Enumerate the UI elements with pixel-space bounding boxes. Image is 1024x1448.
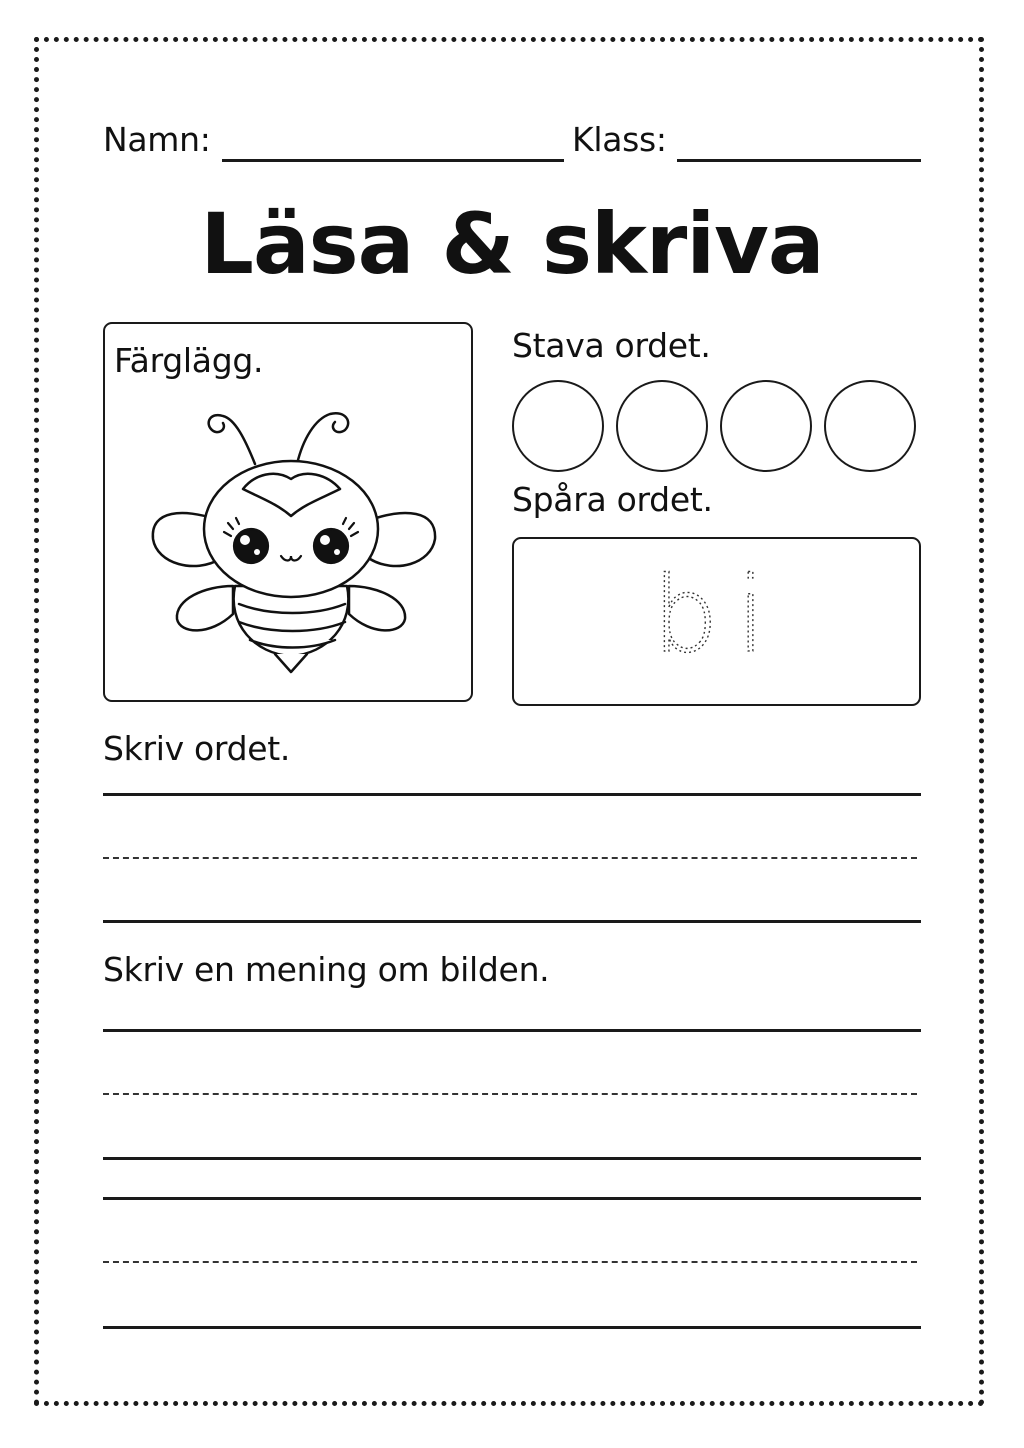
write-word-top-line[interactable] xyxy=(103,793,921,796)
coloring-box xyxy=(103,322,473,702)
sentence-line-2-base[interactable] xyxy=(103,1326,921,1329)
sentence-line-2-mid[interactable] xyxy=(103,1261,917,1263)
sentence-line-1-top[interactable] xyxy=(103,1029,921,1032)
trace-box[interactable] xyxy=(512,537,921,706)
coloring-label: Färglägg. xyxy=(114,341,264,380)
page-title: Läsa & skriva xyxy=(200,195,824,293)
spell-circle-1[interactable] xyxy=(512,380,604,472)
sentence-line-1-mid[interactable] xyxy=(103,1093,917,1095)
sentence-line-1-base[interactable] xyxy=(103,1157,921,1160)
spell-circle-2[interactable] xyxy=(616,380,708,472)
name-label: Namn: xyxy=(103,120,211,159)
trace-word-graphic xyxy=(514,539,923,708)
write-sentence-label: Skriv en mening om bilden. xyxy=(103,950,550,989)
spell-circle-4[interactable] xyxy=(824,380,916,472)
trace-label: Spåra ordet. xyxy=(512,480,713,519)
write-word-base-line[interactable] xyxy=(103,920,921,923)
bee-icon xyxy=(105,324,475,704)
sentence-line-2-top[interactable] xyxy=(103,1197,921,1200)
trace-word: bi xyxy=(652,554,784,676)
spell-label: Stava ordet. xyxy=(512,326,711,365)
class-input-line[interactable] xyxy=(677,159,921,162)
write-word-label: Skriv ordet. xyxy=(103,729,291,768)
spell-circle-3[interactable] xyxy=(720,380,812,472)
class-label: Klass: xyxy=(572,120,667,159)
name-input-line[interactable] xyxy=(222,159,564,162)
write-word-mid-line[interactable] xyxy=(103,857,917,859)
